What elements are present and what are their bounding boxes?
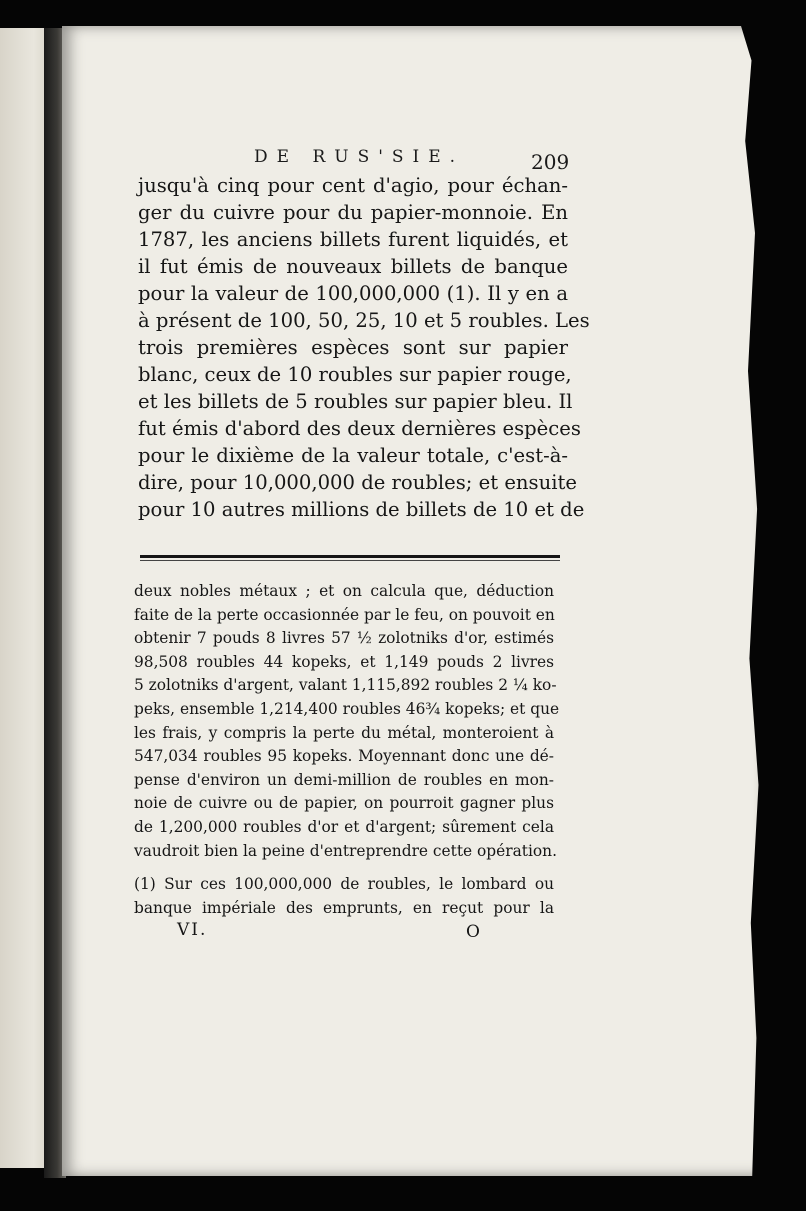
text-line: pour le dixième de la valeur totale, c'est-à-	[138, 444, 568, 467]
footnote-line: vaudroit bien la peine d'entreprendre cette opération.	[134, 841, 557, 860]
signature-mark: VI.	[177, 920, 208, 940]
text-line: trois premières espèces sont sur papier	[138, 336, 568, 359]
text-line: jusqu'à cinq pour cent d'agio, pour échan-	[138, 174, 568, 197]
running-head: DE RUS'SIE.	[254, 147, 465, 167]
footnote-spacer	[134, 863, 554, 873]
text-line: dire, pour 10,000,000 de roubles; et ensuite	[138, 471, 577, 494]
text-line: ger du cuivre pour du papier-monnoie. En	[138, 201, 568, 224]
footnote-line: obtenir 7 pouds 8 livres 57 ½ zolotniks d'or, estimés	[134, 629, 554, 648]
text-line: pour la valeur de 100,000,000 (1). Il y en a	[138, 282, 568, 305]
footnote-line: banque impériale des emprunts, en reçut pour la	[134, 898, 554, 917]
footnote-line: deux nobles métaux ; et on calcula que, déduction	[134, 582, 554, 600]
text-line: blanc, ceux de 10 roubles sur papier rouge,	[138, 363, 572, 386]
footnote-line: 5 zolotniks d'argent, valant 1,115,892 roubles 2 ¼ ko-	[134, 676, 557, 695]
text-line: et les billets de 5 roubles sur papier bleu. Il	[138, 390, 573, 413]
footnote-line: pense d'environ un demi-million de roubles en mon-	[134, 770, 554, 789]
footnote-line: 98,508 roubles 44 kopeks, et 1,149 pouds 2 livres	[134, 652, 554, 671]
page-number: 209	[531, 150, 570, 174]
text-line: à présent de 100, 50, 25, 10 et 5 roubles. Les	[138, 309, 590, 332]
footnote-line: faite de la perte occasionnée par le feu, on pouvoit en	[134, 605, 555, 624]
main-text	[138, 172, 590, 523]
text-line: il fut émis de nouveaux billets de banque	[138, 255, 568, 278]
footnote-line: les frais, y compris la perte du métal, monteroient à	[134, 723, 554, 742]
text-line: pour 10 autres millions de billets de 10 et de	[138, 498, 585, 521]
text-line: fut émis d'abord des deux dernières espèces	[138, 417, 581, 440]
footnote-line: (1) Sur ces 100,000,000 de roubles, le lombard ou	[134, 875, 554, 894]
footnote-line: de 1,200,000 roubles d'or et d'argent; sûrement cela	[134, 817, 554, 836]
gathering-letter: O	[466, 922, 480, 942]
footnote-line: noie de cuivre ou de papier, on pourroit gagner plus	[134, 794, 554, 813]
footnote-line: 547,034 roubles 95 kopeks. Moyennant donc une dé-	[134, 747, 554, 766]
footnotes	[134, 580, 560, 920]
footnote-rule	[140, 555, 560, 558]
text-line: 1787, les anciens billets furent liquidés, et	[138, 228, 568, 251]
footnote-line: peks, ensemble 1,214,400 roubles 46¾ kopeks; et que	[134, 699, 560, 718]
